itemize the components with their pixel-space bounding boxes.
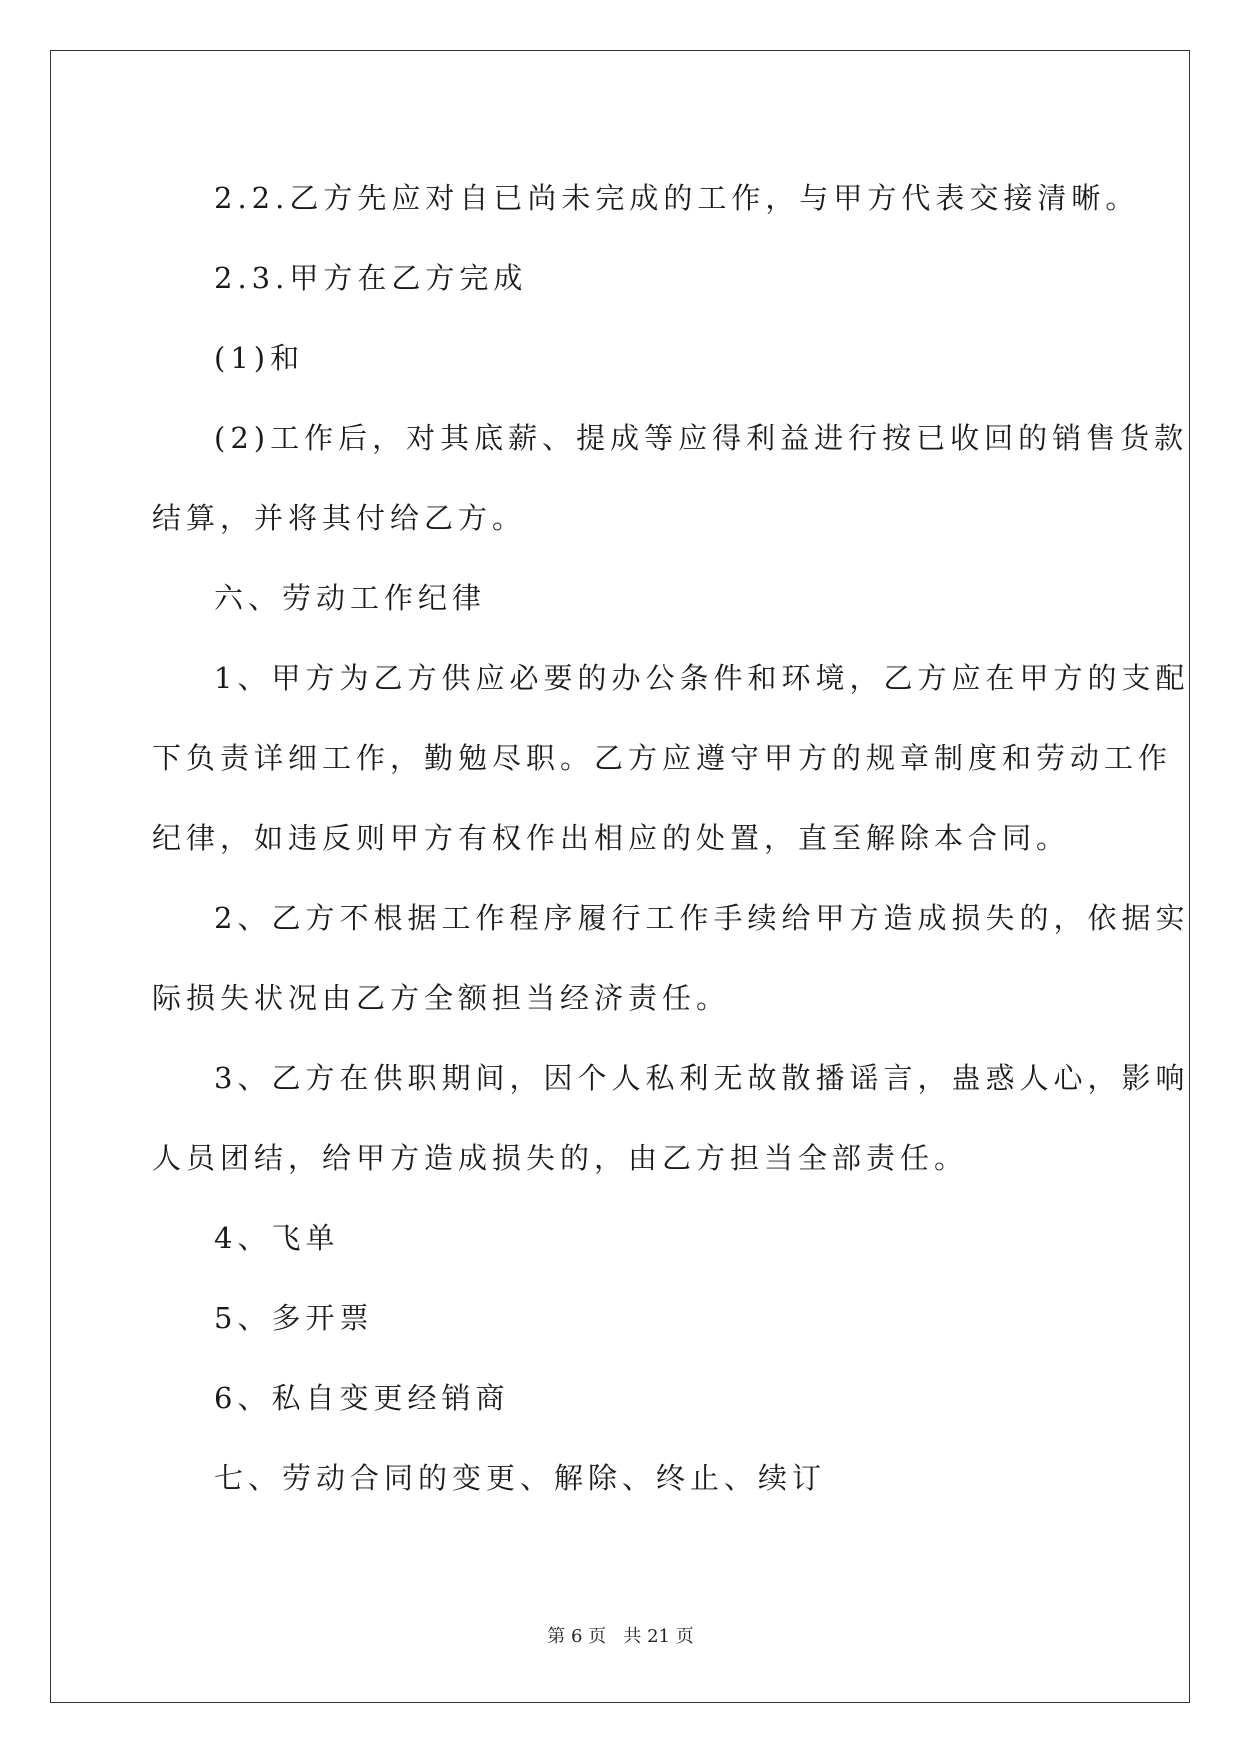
section-heading: 六、劳动工作纪律 — [214, 581, 487, 615]
paragraph-continuation: 际损失状况由乙方全额担当经济责任。 — [152, 981, 731, 1015]
paragraph-continuation: 人员团结，给甲方造成损失的，由乙方担当全部责任。 — [152, 1141, 969, 1175]
list-item: 5、多开票 — [214, 1301, 374, 1335]
paragraph: 2.3.甲方在乙方完成 — [214, 261, 528, 295]
document-body — [152, 158, 1190, 1518]
paragraph: (1)和 — [214, 341, 305, 375]
paragraph: 3、乙方在供职期间，因个人私利无故散播谣言，蛊惑人心，影响 — [214, 1061, 1190, 1095]
page-footer — [0, 1622, 1241, 1648]
paragraph-continuation: 结算，并将其付给乙方。 — [152, 501, 527, 535]
paragraph: 1、甲方为乙方供应必要的办公条件和环境，乙方应在甲方的支配 — [214, 661, 1190, 695]
paragraph-continuation: 纪律，如违反则甲方有权作出相应的处置，直至解除本合同。 — [152, 821, 1071, 855]
list-item: 4、飞单 — [214, 1221, 340, 1255]
page-number-label: 第 6 页 共 21 页 — [547, 1626, 694, 1647]
paragraph: 2、乙方不根据工作程序履行工作手续给甲方造成损失的，依据实 — [214, 901, 1190, 935]
paragraph: (2)工作后，对其底薪、提成等应得利益进行按已收回的销售货款 — [214, 421, 1189, 455]
paragraph: 2.2.乙方先应对自已尚未完成的工作，与甲方代表交接清晰。 — [214, 181, 1140, 215]
paragraph-continuation: 下负责详细工作，勤勉尽职。乙方应遵守甲方的规章制度和劳动工作 — [152, 741, 1173, 775]
list-item: 6、私自变更经销商 — [214, 1381, 510, 1415]
section-heading: 七、劳动合同的变更、解除、终止、续订 — [214, 1461, 827, 1495]
